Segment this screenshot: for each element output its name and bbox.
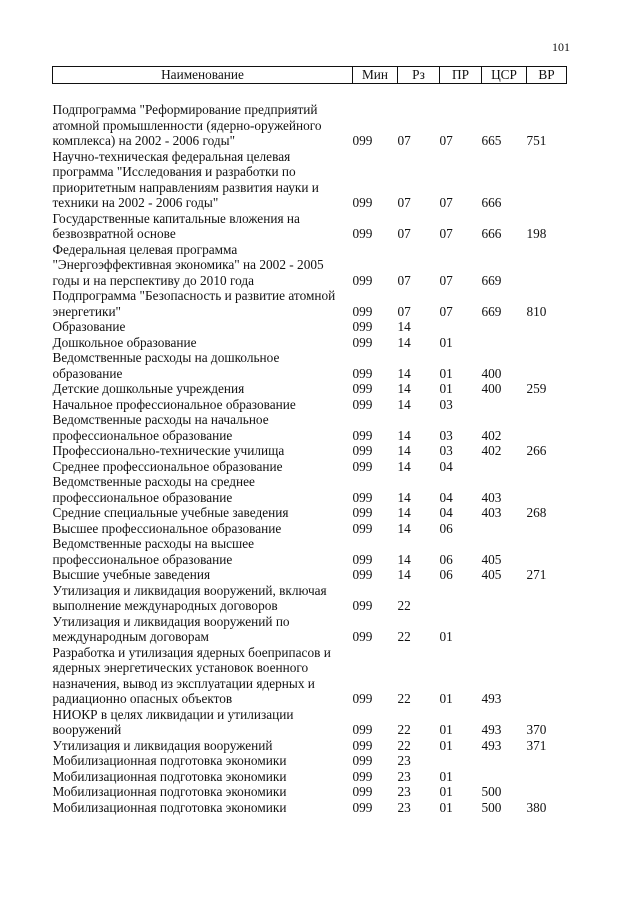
- row-rz: 07: [397, 195, 411, 210]
- row-min: 099: [352, 133, 373, 148]
- row-vr: [527, 412, 567, 443]
- table-row: [53, 738, 567, 754]
- page-number: 101: [552, 40, 570, 54]
- row-name: Ведомственные расходы на высшее профессиональное образование: [52, 536, 255, 567]
- row-rz: 14: [397, 427, 411, 443]
- row-name: Высшие учебные заведения: [52, 567, 211, 582]
- row-pr: 04: [439, 458, 453, 474]
- table-row: [53, 412, 567, 443]
- row-min: 099: [352, 737, 373, 753]
- table-row: [53, 102, 567, 149]
- row-pr: 07: [439, 272, 453, 288]
- row-name: Начальное профессиональное образование: [52, 396, 296, 412]
- row-name: Высшее профессиональное образование: [52, 520, 282, 536]
- row-min: 099: [352, 768, 373, 784]
- row-min: 099: [352, 489, 373, 505]
- table-row: [53, 567, 567, 583]
- row-pr: 07: [439, 303, 453, 319]
- row-name: Утилизация и ликвидация вооружений: [52, 737, 273, 753]
- row-pr: 06: [439, 551, 453, 567]
- row-rz: 07: [397, 272, 411, 288]
- row-min: 099: [352, 272, 373, 288]
- row-rz: 14: [397, 458, 411, 474]
- row-pr: 04: [439, 489, 453, 505]
- row-name: Мобилизационная подготовка экономики: [52, 799, 287, 815]
- header-pr: ПР: [440, 67, 482, 84]
- row-name: Ведомственные расходы на начальное профессиональное образование: [52, 412, 269, 443]
- row-name: Мобилизационная подготовка экономики: [52, 768, 287, 784]
- row-min: 099: [352, 691, 373, 706]
- row-vr: 751: [526, 133, 547, 148]
- row-rz: 14: [397, 520, 411, 536]
- row-pr: 06: [439, 520, 453, 536]
- row-csr: [482, 397, 527, 413]
- header-name: Наименование: [53, 67, 353, 84]
- row-vr: [527, 459, 567, 475]
- row-name: НИОКР в целях ликвидации и утилизации вооружений: [52, 706, 294, 737]
- table-row: [53, 645, 567, 707]
- row-pr: 03: [439, 396, 453, 412]
- row-pr: 01: [439, 381, 453, 396]
- header-rz: Рз: [398, 67, 440, 84]
- row-min: 099: [352, 396, 373, 412]
- row-rz: 22: [397, 629, 411, 644]
- table-row: [53, 397, 567, 413]
- row-pr: 01: [439, 722, 453, 737]
- row-rz: 14: [397, 551, 411, 567]
- row-name: Ведомственные расходы на дошкольное образование: [52, 350, 280, 381]
- table-row: [53, 614, 567, 645]
- row-vr: 371: [526, 737, 547, 753]
- row-rz: 14: [397, 319, 411, 334]
- table-row: [53, 536, 567, 567]
- table-row: [53, 350, 567, 381]
- row-vr: [527, 784, 567, 800]
- row-name: Мобилизационная подготовка экономики: [52, 784, 287, 799]
- row-rz: 22: [397, 691, 411, 706]
- row-rz: 22: [397, 722, 411, 737]
- row-csr: 493: [481, 691, 502, 706]
- row-pr: 01: [439, 784, 453, 799]
- row-csr: 500: [481, 784, 502, 799]
- row-min: 099: [352, 458, 373, 474]
- row-csr: 405: [481, 551, 502, 567]
- row-vr: [527, 521, 567, 537]
- row-vr: [527, 614, 567, 645]
- table-row: [53, 784, 567, 800]
- row-min: 099: [352, 520, 373, 536]
- table-row: [53, 474, 567, 505]
- table-row: [53, 288, 567, 319]
- row-min: 099: [352, 784, 373, 799]
- row-pr: 01: [439, 691, 453, 706]
- row-name: Федеральная целевая программа "Энергоэффективная экономика" на 2002 - 2005 годы и на перспективу до 2010 года: [52, 241, 324, 288]
- row-vr: [527, 583, 567, 614]
- table-row: [53, 149, 567, 211]
- row-pr: [440, 583, 482, 614]
- table-row: [53, 800, 567, 816]
- row-rz: 14: [397, 381, 411, 396]
- row-rz: 22: [397, 737, 411, 753]
- row-name: Разработка и утилизация ядерных боеприпасов и ядерных энергетических установок военного назначения, вывод из эксплуатации ядерных и радиационно опасных объектов: [52, 644, 331, 706]
- row-csr: 400: [481, 365, 502, 381]
- row-name: Государственные капитальные вложения на безвозвратной основе: [52, 210, 300, 241]
- budget-table: [52, 66, 567, 815]
- table-row: [53, 443, 567, 459]
- row-name: Научно-техническая федеральная целевая программа "Исследования и разработки по приоритетным направлениям развития науки и техники на 2002 - 2006 годы": [52, 148, 319, 210]
- row-name: Детские дошкольные учреждения: [52, 381, 245, 396]
- row-csr: [482, 769, 527, 785]
- row-min: 099: [352, 753, 373, 768]
- row-csr: [482, 459, 527, 475]
- row-min: 099: [352, 195, 373, 210]
- table-row: [53, 521, 567, 537]
- row-pr: 06: [439, 567, 453, 582]
- row-vr: [527, 242, 567, 289]
- row-min: 099: [352, 629, 373, 644]
- row-vr: 268: [526, 505, 547, 520]
- row-min: 099: [352, 319, 373, 334]
- row-rz: 23: [397, 799, 411, 815]
- row-pr: 01: [439, 334, 453, 350]
- table-row: [53, 242, 567, 289]
- table-row: [53, 381, 567, 397]
- row-vr: [527, 753, 567, 769]
- row-rz: 22: [397, 598, 411, 613]
- row-name: Ведомственные расходы на среднее профессиональное образование: [52, 474, 255, 505]
- table-row: [53, 583, 567, 614]
- header-min: Мин: [353, 67, 398, 84]
- row-name: Мобилизационная подготовка экономики: [52, 753, 287, 768]
- row-min: 099: [352, 443, 373, 458]
- table-row: [53, 211, 567, 242]
- row-rz: 14: [397, 505, 411, 520]
- row-min: 099: [352, 226, 373, 241]
- row-pr: 04: [439, 505, 453, 520]
- row-csr: 669: [481, 272, 502, 288]
- row-vr: [527, 474, 567, 505]
- row-min: 099: [352, 427, 373, 443]
- row-min: 099: [352, 722, 373, 737]
- row-rz: 14: [397, 365, 411, 381]
- row-pr: 01: [439, 629, 453, 644]
- row-rz: 23: [397, 784, 411, 799]
- row-vr: 198: [526, 226, 547, 241]
- row-vr: [527, 335, 567, 351]
- row-rz: 23: [397, 768, 411, 784]
- row-pr: 01: [439, 768, 453, 784]
- table-row: [53, 753, 567, 769]
- table-row: [53, 335, 567, 351]
- header-vr: ВР: [527, 67, 567, 84]
- row-rz: 07: [397, 303, 411, 319]
- row-min: 099: [352, 567, 373, 582]
- row-csr: 402: [481, 443, 502, 458]
- row-rz: 23: [397, 753, 411, 768]
- table-row: [53, 505, 567, 521]
- row-csr: 405: [481, 567, 502, 582]
- row-pr: 07: [439, 133, 453, 148]
- row-name: Дошкольное образование: [52, 334, 197, 350]
- row-vr: 370: [526, 722, 547, 737]
- row-min: 099: [352, 365, 373, 381]
- row-vr: [527, 769, 567, 785]
- row-csr: 669: [481, 303, 502, 319]
- row-vr: [527, 350, 567, 381]
- row-vr: [527, 536, 567, 567]
- row-name: Подпрограмма "Безопасность и развитие атомной энергетики": [52, 288, 336, 319]
- row-csr: [482, 335, 527, 351]
- row-vr: [527, 319, 567, 335]
- row-csr: 666: [481, 195, 502, 210]
- row-min: 099: [352, 381, 373, 396]
- row-name: Среднее профессиональное образование: [52, 458, 283, 474]
- row-min: 099: [352, 303, 373, 319]
- row-pr: 03: [439, 427, 453, 443]
- row-vr: 380: [526, 799, 547, 815]
- row-pr: 01: [439, 737, 453, 753]
- row-name: Утилизация и ликвидация вооружений, включая выполнение международных договоров: [52, 582, 327, 613]
- row-pr: 07: [439, 226, 453, 241]
- row-rz: 14: [397, 334, 411, 350]
- row-vr: 259: [526, 381, 547, 396]
- header-csr: ЦСР: [482, 67, 527, 84]
- row-min: 099: [352, 551, 373, 567]
- row-csr: 665: [481, 133, 502, 148]
- table-row: [53, 319, 567, 335]
- row-csr: [482, 521, 527, 537]
- row-rz: 07: [397, 226, 411, 241]
- row-vr: [527, 645, 567, 707]
- table-row: [53, 707, 567, 738]
- row-vr: 271: [526, 567, 547, 582]
- row-min: 099: [352, 505, 373, 520]
- row-rz: 14: [397, 567, 411, 582]
- row-csr: 666: [481, 226, 502, 241]
- row-csr: [482, 753, 527, 769]
- row-rz: 07: [397, 133, 411, 148]
- row-vr: [527, 149, 567, 211]
- row-pr: 07: [439, 195, 453, 210]
- row-rz: 14: [397, 489, 411, 505]
- row-min: 099: [352, 598, 373, 613]
- row-pr: 01: [439, 365, 453, 381]
- row-rz: 14: [397, 396, 411, 412]
- row-csr: 402: [481, 427, 502, 443]
- spacer-row: [53, 84, 567, 103]
- table-header-row: [53, 67, 567, 84]
- row-vr: [527, 397, 567, 413]
- row-name: Средние специальные учебные заведения: [52, 505, 289, 520]
- row-csr: 403: [481, 505, 502, 520]
- row-csr: [482, 319, 527, 335]
- row-name: Профессионально-технические училища: [52, 443, 285, 458]
- row-pr: [440, 753, 482, 769]
- row-csr: 493: [481, 737, 502, 753]
- row-csr: 493: [481, 722, 502, 737]
- row-name: Образование: [52, 319, 126, 334]
- row-csr: [482, 583, 527, 614]
- row-min: 099: [352, 334, 373, 350]
- row-pr: 01: [439, 799, 453, 815]
- row-rz: 14: [397, 443, 411, 458]
- table-body: [53, 84, 567, 816]
- row-pr: [440, 319, 482, 335]
- row-min: 099: [352, 799, 373, 815]
- table-row: [53, 459, 567, 475]
- row-csr: [482, 614, 527, 645]
- row-name: Подпрограмма "Реформирование предприятий атомной промышленности (ядерно-оружейного комплекса) на 2002 - 2006 годы": [52, 102, 322, 148]
- row-vr: 266: [526, 443, 547, 458]
- row-vr: 810: [526, 303, 547, 319]
- row-csr: 400: [481, 381, 502, 396]
- row-name: Утилизация и ликвидация вооружений по международным договорам: [52, 613, 290, 644]
- row-csr: 500: [481, 799, 502, 815]
- row-pr: 03: [439, 443, 453, 458]
- table-row: [53, 769, 567, 785]
- row-csr: 403: [481, 489, 502, 505]
